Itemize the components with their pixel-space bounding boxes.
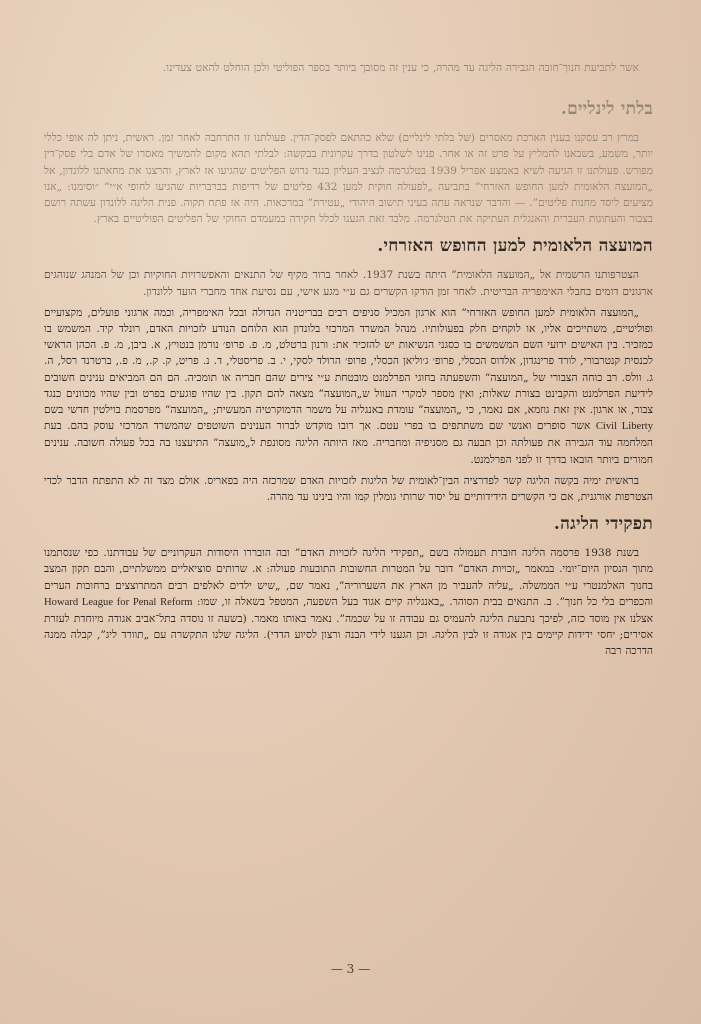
duties-paragraph: [44, 545, 653, 659]
council-paragraph-3: בראשית ימיה בקשה הליגה קשר לפדרציה הבין־לאומית של הליגות לזכויות האדם שמרכזה היה בפאריס. אולם מצד זה לא התפתח הדבר לכדי הצטרפות אורגנית, אם כי הקשרים הידידותיים על יסוד שרותי גומלין קמו והיו בינינו עד מהרה.: [44, 474, 653, 504]
page-number: — 3 —: [330, 962, 371, 976]
council-paragraph-2: [44, 305, 653, 468]
duties-paragraph-part-2: אצלנו אין מוסד כזה, לפיכך נתבעת הליגה להעמיס גם עבודה זו על שכמה”. נאמר באותו מאמר. (בשעה זו נוסדה בתל־אביב אגודה מיוחדת לעזרת אסירים; יחסי ידידות קיימים בין אגודה זו לבין הליגה. וכן הגענו לידי הבנה ורצון לסיוע הדדי). הליגה שלנו התקשרה עם „תוורד ליג”, קבלה ממנה הדרכה רבה: [44, 613, 653, 658]
intro-paragraph: אשר לתביעת חנוך־חובה הגבירה הליגה עד מהרה, כי ענין זה מסובך ביותר בספר הפוליטי ולכן הוחלט להאט צעדינו.: [162, 62, 639, 74]
council-paragraph-1: הצטרפותנו הרשמית אל „המועצה הלאומית” היתה בשנת 1937. לאחר ברור מקיף של התנאים והאפשרויות החוקיות וכן של המנהג שנוהגים ארגונים דומים בחבלי האימפריה הבריטית. לאחר זמן הודקו הקשרים גם ע״י מגע אישי, עם נסיעת אחד מחברי הועד ללונדון.: [44, 269, 653, 298]
bulletin-name: Civil Liberty: [595, 421, 653, 433]
howard-league-name: Howard League for Penal Reform: [44, 596, 193, 608]
section-heading-league-duties: תפקידי הליגה.: [553, 514, 653, 535]
council-paragraph-2-part-1: „המועצה הלאומית למען החופש האזרחי” הוא ארגון המכיל סניפים רבים בבריטניה הגדולה ובכל האימפריה, וכמה ארגוני פועלים, מקצועיים ופוליטיים, משתייכים אליו, או לוקחים חלק בפעולותיו. מנהל המשרד המרכזי בלונדון הוא הלוחם הנודע לזכויות האדם, רונלד קיד. המשמש בו כמזכיר. בין האישים ידועי השם המשמשים בו כסגני הנשיאות יש להזכיר את: ורנון ברטלט, מ. פ. פרופ׳ נורמן בנטויץ, א. ביבן, מ. פ. הכהן הראשי לכנסית קנטרבורי, לורד פרינגדון, אלדוס הכסלי, פרופ׳ ג׳וליאן הכסלי, פרופ׳ הרולד לסקי, י. ב. פריסטלי, ד. נ. פריט, ק. ק., מ. פ., ברטרנד רסל, ה. ג. וולס. רב כוחה הצבורי של „המועצה” והשפעתה בחוגי הפרלמנט מובטחת ע״י צירים שהם חבריה או תומכיה. הם הם המביאים ענינים חשובים לידיעת הפרלמנט והקבינט בצורת שאלות; ואין מספר למקרי העוול ש„המועצה” מצאה להם תקון. בין שהיו פוגעים בפרט ובין שהיו מכוונים כנגד צבור, או ארגון. אין זאת גוזמא, אם נאמר, כי „המועצה” עומדת באנגליה על משמר הדמוקרטיה המעשית; „המועצה” מפרסמת בוילטין חדשי בשם: [44, 306, 653, 417]
section-heading-illegals: בלתי לינליים.: [560, 99, 653, 120]
council-paragraph-2-part-2: אשר סופרים ואנשי שם משתתפים בו בפרי עטם. אך רובו מוקדש לברור הענינים השוטפים שהמשרד המרכזי עוסק בהם. בעת המלחמה עוד הגבירה את פעולתה וכן תבעה גם מסניפיה ומחבריה. מאז היותה הליגה מסונפת ל„מועצה” התיעצנו בה בכל פעולה חשובה. ענינים חמורים ביותר הובאו בדרך זו לפני הפרלמנט.: [44, 420, 653, 466]
duties-paragraph-part-1: בשנת 1938 פרסמה הליגה חוברת תעמולה בשם „תפקידי הליגה לזכויות האדם” ובה הובררו היסודות העקרוניים של עבודתנו. כפי שנסתמנו מתוך הנסיון היום־יומי. במאמר „זכויות האדם” דובר על המטרות החשובות התובעות פעולה: א. שרותים סוציאליים ממשלתיים, והבם תקון המצב בחנוך האלמנטרי ע״י הממשלה. „עליה להעביר מן הארץ את השערוריה”, נאמר שם, „שיש ילדים לאלפים רבים המתרוצצים ברחובות הערים והכפרים בלי כל חנוך”. ב. התנאים בבית הסוהר. „באנגליה קיים אגוד בעל השפעה, המטפל בשאלה זו, שמו:: [44, 547, 653, 608]
illegals-paragraph: במרץ רב עסקנו בענין הארכת מאסרים (של בלתי לינליים) שלא כהתאם לפסק־הדין. פעולתנו זו התרחבה לאחר זמן. ראשית, ניתן לה אופי כללי יותר, משמע, בשבאנו להמליץ על פרט זה או אחר. פנינו לשלטון בדרך עקרונית בבקשה: לבלתי תהא מקום להמשיך מאסרו של אדם בלי פסק־דין מפורש. פעולתנו זו הגיעה לשיא באמצע אפריל 1939 בטלגרמה לנציב העליון בנגד גרוש הפליטים שהגיעו אז לארץ, והרצנו את מחאתנו ללונדון, אל „המועצה הלאומית למען החופש האזרחי” בתביעה „לפעולה חוקית למען 432 פליטים של רדיפות בברבריות שהגיעו לחופי א״י” ״וסימנו: „אנו מציעים ליסד מחנות פליטים”. — והדבר שנראה עתה בעיני תישוב היהודי „עטירת” במרכאות. היה אז פתח תקוה. פנית הליגה ללונדון עשתה רושם בצבור והעתונות העברית והאנגלית העתיקה את הטלגרמה. מלבד זאת הגענו לכלל חקירה במעמדם החוקי של הפליטים הפוליטיים בארץ.: [44, 132, 654, 226]
section-heading-civil-liberties-council: המועצה הלאומית למען החופש האזרחי.: [377, 236, 653, 257]
